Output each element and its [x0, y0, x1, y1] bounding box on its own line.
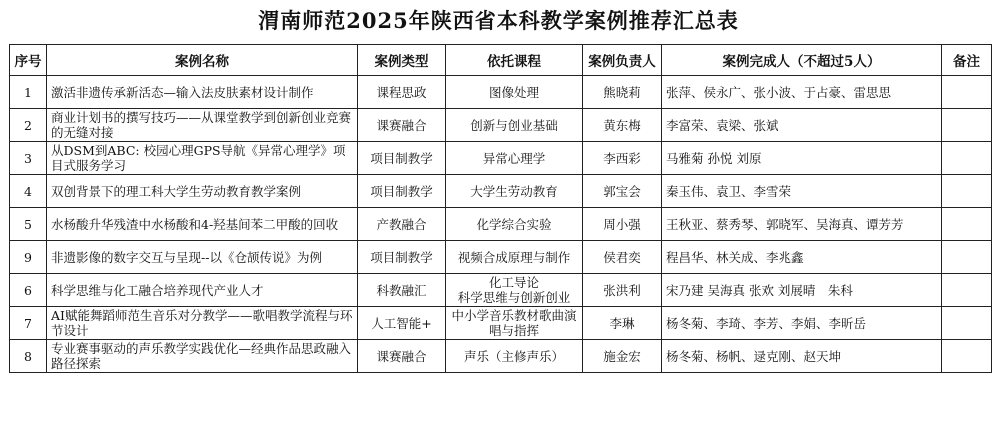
cell-no: 2	[10, 109, 47, 142]
cell-lead: 郭宝会	[583, 175, 662, 208]
table-row	[10, 208, 992, 241]
cell-case-type: 项目制教学	[358, 175, 446, 208]
cell-lead: 李西彩	[583, 142, 662, 175]
cell-case-type: 人工智能+	[358, 307, 446, 340]
cell-lead: 周小强	[583, 208, 662, 241]
cell-members: 宋乃建 吴海真 张欢 刘展晴 朱科	[662, 274, 942, 307]
cell-case-name: 非遗影像的数字交互与呈现--以《仓颉传说》为例	[47, 241, 358, 274]
header-case-type: 案例类型	[358, 45, 446, 76]
table-row	[10, 274, 992, 307]
cell-course: 异常心理学	[446, 142, 583, 175]
page-title: 渭南师范2025年陕西省本科教学案例推荐汇总表	[258, 8, 739, 33]
cell-course: 图像处理	[446, 76, 583, 109]
cell-course: 中小学音乐教材歌曲演唱与指挥	[446, 307, 583, 340]
table-row	[10, 142, 992, 175]
cell-remark	[942, 208, 992, 241]
cell-members: 杨冬菊、杨帆、逯克刚、赵天坤	[662, 340, 942, 373]
cell-no: 7	[10, 307, 47, 340]
cell-case-name: AI赋能舞蹈师范生音乐对分教学——歌唱教学流程与环节设计	[47, 307, 358, 340]
table-row	[10, 307, 992, 340]
cell-no: 6	[10, 274, 47, 307]
cell-no: 9	[10, 241, 47, 274]
cell-remark	[942, 340, 992, 373]
cell-members: 马雅菊 孙悦 刘原	[662, 142, 942, 175]
cell-remark	[942, 142, 992, 175]
header-no: 序号	[10, 45, 47, 76]
cell-lead: 黄东梅	[583, 109, 662, 142]
cell-case-name: 商业计划书的撰写技巧——从课堂教学到创新创业竞赛的无缝对接	[47, 109, 358, 142]
cell-case-type: 课程思政	[358, 76, 446, 109]
table-row	[10, 340, 992, 373]
cell-no: 4	[10, 175, 47, 208]
table-row	[10, 109, 992, 142]
cell-case-name: 双创背景下的理工科大学生劳动教育教学案例	[47, 175, 358, 208]
cell-case-type: 产教融合	[358, 208, 446, 241]
header-case-name: 案例名称	[47, 45, 358, 76]
table-row	[10, 76, 992, 109]
cell-remark	[942, 241, 992, 274]
cell-remark	[942, 274, 992, 307]
cell-course: 创新与创业基础	[446, 109, 583, 142]
cell-case-name: 专业赛事驱动的声乐教学实践优化—经典作品思政融入路径探索	[47, 340, 358, 373]
cell-members: 秦玉伟、袁卫、李雪荣	[662, 175, 942, 208]
cell-no: 3	[10, 142, 47, 175]
cell-case-type: 项目制教学	[358, 142, 446, 175]
cell-case-name: 科学思维与化工融合培养现代产业人才	[47, 274, 358, 307]
cell-no: 8	[10, 340, 47, 373]
cell-lead: 侯君奕	[583, 241, 662, 274]
cell-case-type: 课赛融合	[358, 109, 446, 142]
header-members: 案例完成人（不超过5人）	[662, 45, 942, 76]
cell-case-type: 课赛融合	[358, 340, 446, 373]
cell-members: 张萍、侯永广、张小波、于占豪、雷思思	[662, 76, 942, 109]
cell-case-name: 水杨酸升华残渣中水杨酸和4-羟基间苯二甲酸的回收	[47, 208, 358, 241]
cell-lead: 张洪利	[583, 274, 662, 307]
cell-members: 李富荣、袁梁、张斌	[662, 109, 942, 142]
case-summary-table	[9, 44, 992, 373]
cell-lead: 施金宏	[583, 340, 662, 373]
cell-case-type: 项目制教学	[358, 241, 446, 274]
cell-remark	[942, 76, 992, 109]
header-remark: 备注	[942, 45, 992, 76]
cell-lead: 熊晓莉	[583, 76, 662, 109]
table-row	[10, 175, 992, 208]
cell-members: 王秋亚、蔡秀琴、郭晓军、吴海真、谭芳芳	[662, 208, 942, 241]
cell-no: 5	[10, 208, 47, 241]
cell-course: 视频合成原理与制作	[446, 241, 583, 274]
cell-members: 杨冬菊、李琦、李芳、李娟、李昕岳	[662, 307, 942, 340]
cell-no: 1	[10, 76, 47, 109]
cell-members: 程昌华、林关成、李兆鑫	[662, 241, 942, 274]
cell-remark	[942, 109, 992, 142]
cell-case-type: 科教融汇	[358, 274, 446, 307]
cell-course: 化工导论 科学思维与创新创业	[446, 274, 583, 307]
cell-case-name: 激活非遗传承新活态—输入法皮肤素材设计制作	[47, 76, 358, 109]
cell-course: 化学综合实验	[446, 208, 583, 241]
cell-course: 大学生劳动教育	[446, 175, 583, 208]
cell-remark	[942, 307, 992, 340]
cell-remark	[942, 175, 992, 208]
header-lead: 案例负责人	[583, 45, 662, 76]
table-row	[10, 241, 992, 274]
header-course: 依托课程	[446, 45, 583, 76]
cell-case-name: 从DSM到ABC: 校园心理GPS导航《异常心理学》项目式服务学习	[47, 142, 358, 175]
cell-lead: 李琳	[583, 307, 662, 340]
table-header-row	[10, 45, 992, 76]
cell-course: 声乐（主修声乐）	[446, 340, 583, 373]
